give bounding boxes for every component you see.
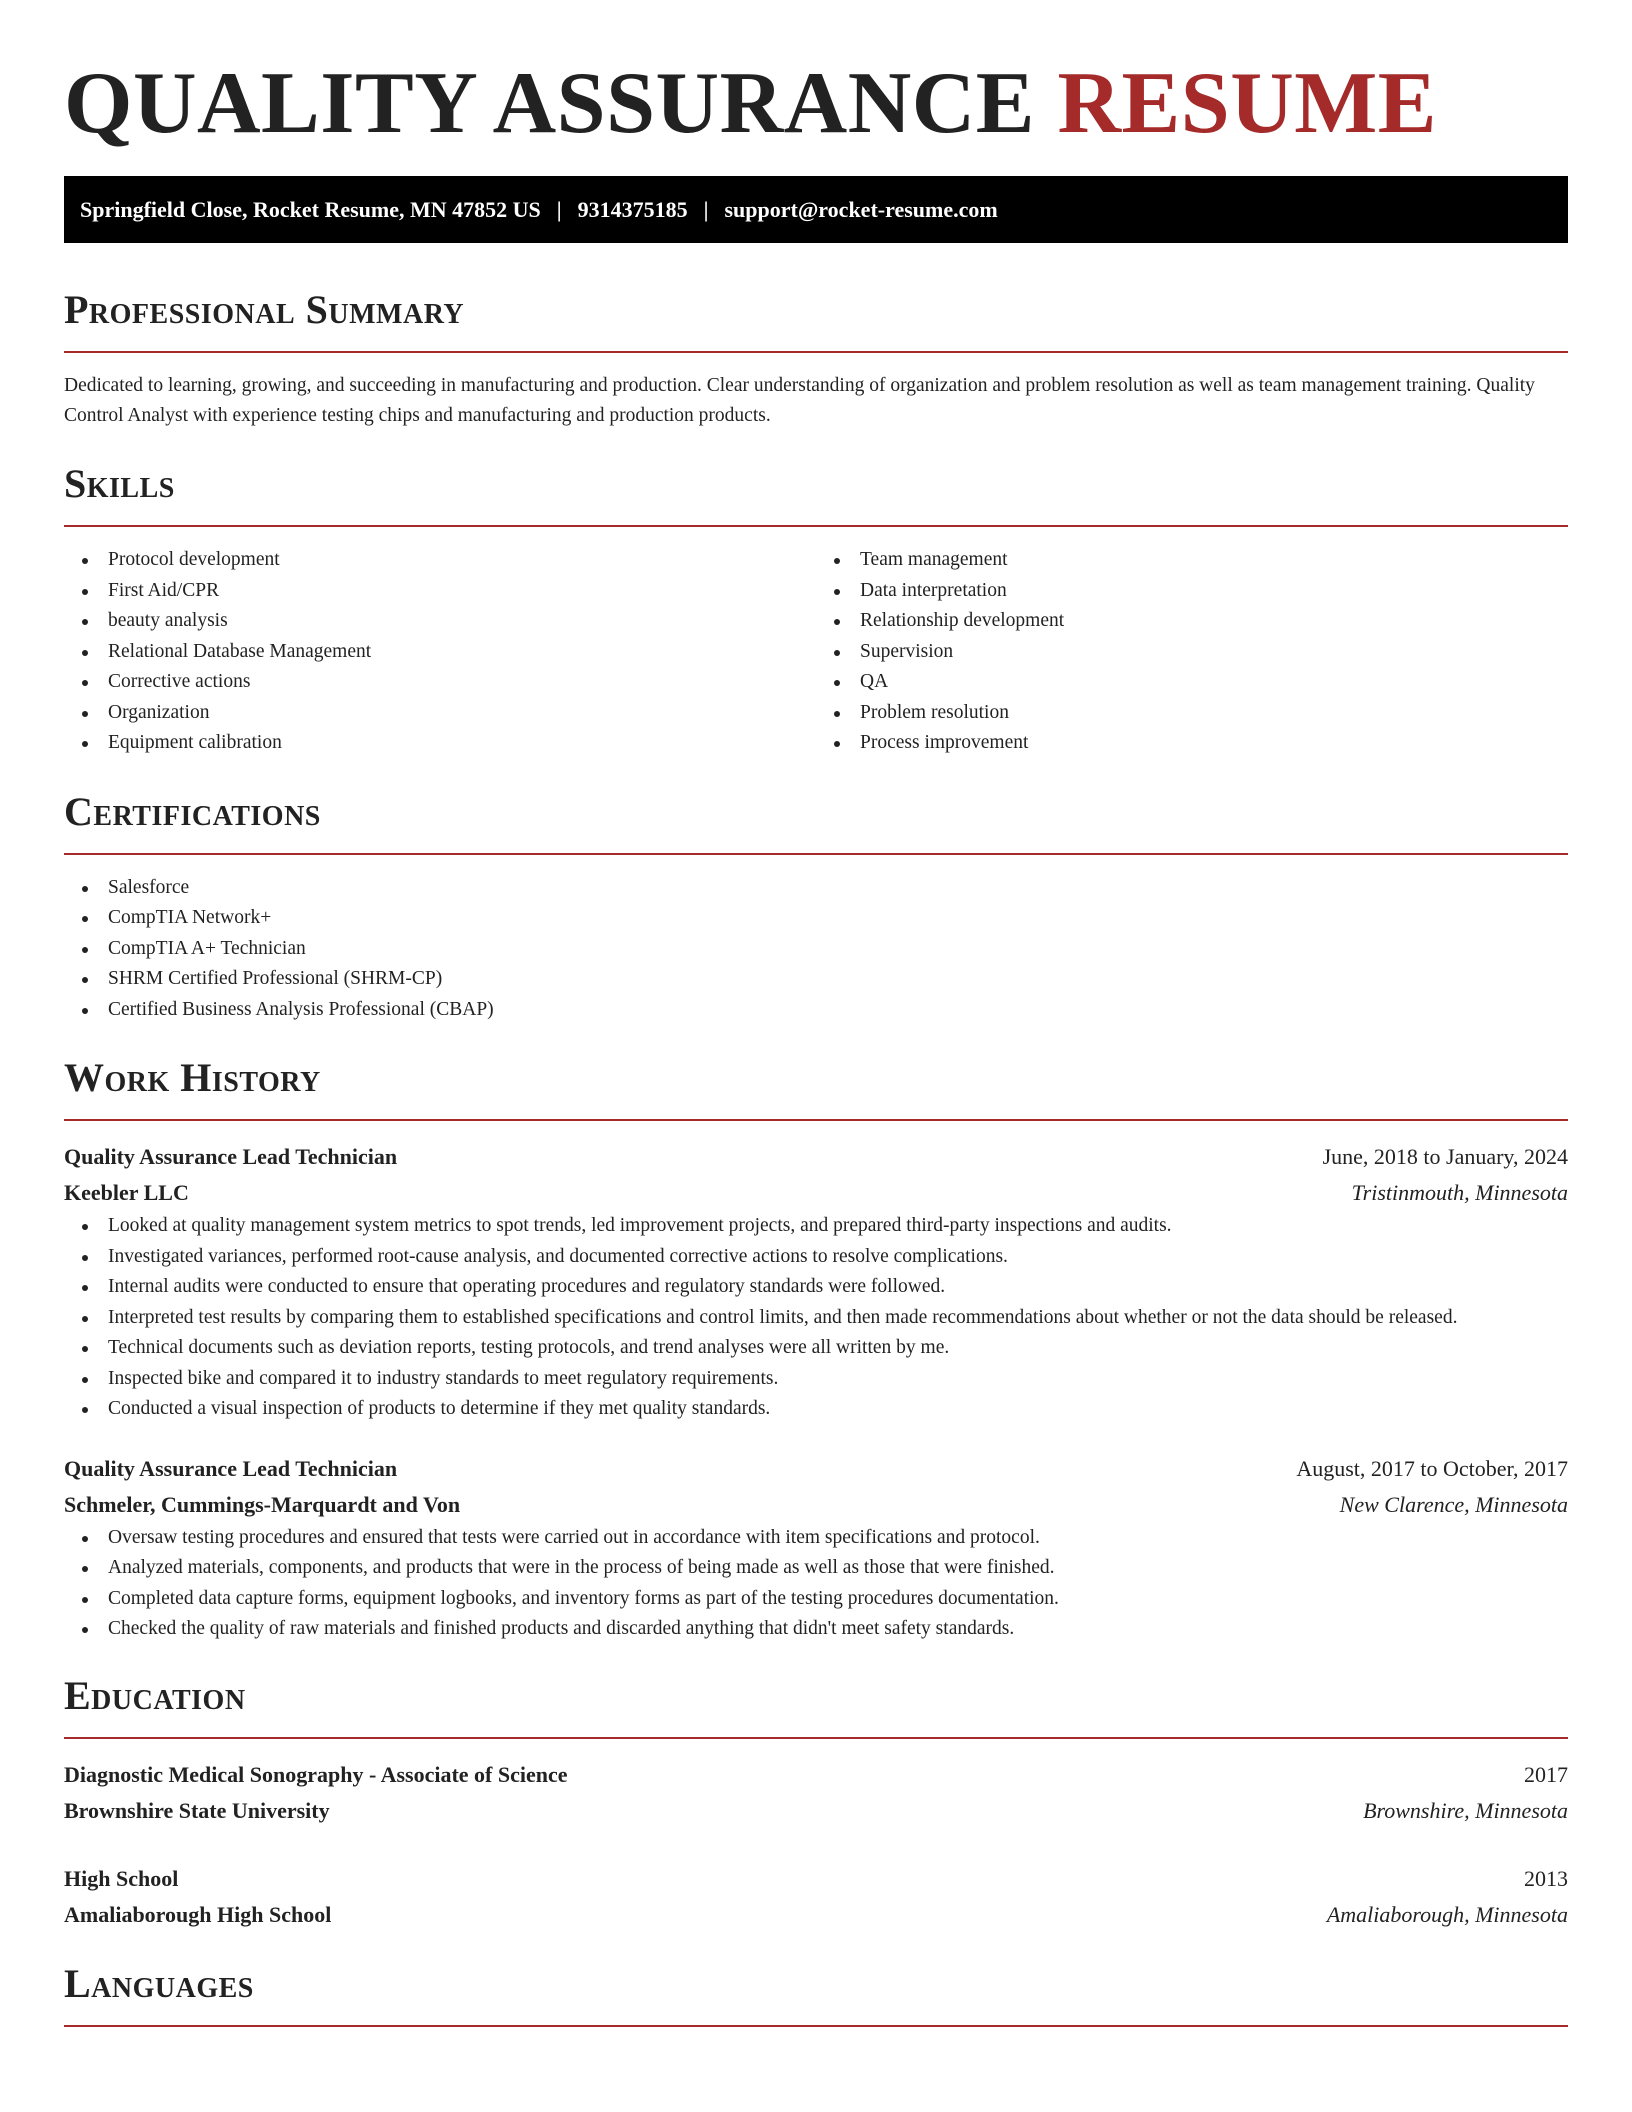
education-degree: Diagnostic Medical Sonography - Associate of Science [64,1761,568,1787]
certification-item: CompTIA A+ Technician [64,934,1568,965]
skill-item: Problem resolution [816,698,1568,729]
skill-item: beauty analysis [64,606,816,637]
job-bullet: Completed data capture forms, equipment logbooks, and inventory forms as part of the testing procedures documentation. [64,1584,1568,1615]
skill-item: Organization [64,698,816,729]
section-title-summary: Professional Summary [64,287,465,332]
education-header-row [64,1861,1568,1897]
section-divider [64,525,1568,527]
job-company: Keebler LLC [64,1180,189,1205]
job-location: Tristinmouth, Minnesota [1351,1180,1568,1205]
skill-item: QA [816,667,1568,698]
section-divider [64,351,1568,353]
skill-item: Equipment calibration [64,728,816,759]
section-title-skills: Skills [64,461,175,506]
education-year: 2013 [1524,1865,1568,1891]
contact-email: support@rocket-resume.com [724,196,998,222]
section-title-work-history: Work History [64,1055,321,1100]
section-divider [64,2025,1568,2027]
job-company-row [64,1175,1568,1211]
job-header-row [64,1139,1568,1175]
resume-title [64,56,1568,152]
skill-item: Supervision [816,637,1568,668]
job-bullets [64,1211,1568,1425]
certification-item: Certified Business Analysis Professional (CBAP) [64,995,1568,1026]
job-bullet: Internal audits were conducted to ensure that operating procedures and regulatory standards were followed. [64,1272,1568,1303]
skill-item: Data interpretation [816,576,1568,607]
contact-bar [64,176,1568,243]
job-bullet: Oversaw testing procedures and ensured that tests were carried out in accordance with item specifications and protocol. [64,1523,1568,1554]
skill-item: Team management [816,545,1568,576]
job-bullet: Technical documents such as deviation reports, testing protocols, and trend analyses were all written by me. [64,1333,1568,1364]
summary-section [64,285,1568,431]
education-degree: High School [64,1865,179,1891]
job-company: Schmeler, Cummings-Marquardt and Von [64,1491,461,1517]
certification-item: SHRM Certified Professional (SHRM-CP) [64,964,1568,995]
section-divider [64,853,1568,855]
education-location: Amaliaborough, Minnesota [1326,1901,1568,1927]
skills-list-left [64,545,816,759]
contact-separator: | [556,196,562,222]
education-school-row [64,1793,1568,1829]
contact-phone: 9314375185 [577,196,688,222]
skill-item: Corrective actions [64,667,816,698]
job-bullet: Checked the quality of raw materials and finished products and discarded anything that didn't meet safety standards. [64,1614,1568,1645]
skill-item: Process improvement [816,728,1568,759]
job-bullet: Analyzed materials, components, and products that were in the process of being made as well as those that were finished. [64,1553,1568,1584]
job-dates: August, 2017 to October, 2017 [1296,1455,1568,1481]
title-main: QUALITY ASSURANCE [64,55,1035,152]
job-location: New Clarence, Minnesota [1339,1491,1568,1517]
job-bullet: Inspected bike and compared it to industry standards to meet regulatory requirements. [64,1364,1568,1395]
education-school: Brownshire State University [64,1797,330,1823]
skill-item: Protocol development [64,545,816,576]
education-school: Amaliaborough High School [64,1901,332,1927]
education-entry [64,1757,1568,1829]
section-title-languages: Languages [64,1960,254,2006]
contact-address: Springfield Close, Rocket Resume, MN 47852 US [80,196,541,222]
certification-item: CompTIA Network+ [64,903,1568,934]
section-divider [64,1737,1568,1739]
summary-text: Dedicated to learning, growing, and succeeding in manufacturing and production. Clear understanding of organization and problem resolution as well as team management training. Quality Control Analyst with experience testing chips and manufacturing and production products. [64,375,1535,426]
certifications-list [64,873,1568,1026]
job-company-row [64,1487,1568,1523]
education-year: 2017 [1524,1761,1568,1787]
job-bullet: Conducted a visual inspection of products to determine if they met quality standards. [64,1394,1568,1425]
title-accent: RESUME [1057,55,1437,152]
certification-item: Salesforce [64,873,1568,904]
skills-section [64,459,1568,759]
education-entry [64,1861,1568,1933]
job-position: Quality Assurance Lead Technician [64,1144,398,1169]
job-entry [64,1139,1568,1425]
education-location: Brownshire, Minnesota [1363,1797,1568,1823]
section-divider [64,1119,1568,1121]
job-bullet: Interpreted test results by comparing them to established specifications and control limits, and then made recommendations about whether or not the data should be released. [64,1303,1568,1334]
job-bullets [64,1523,1568,1645]
skills-list-right [816,545,1568,759]
skill-item: Relationship development [816,606,1568,637]
job-bullet: Looked at quality management system metrics to spot trends, led improvement projects, and prepared third-party inspections and audits. [64,1211,1568,1242]
work-history-section [64,1053,1568,1645]
section-title-certifications: Certifications [64,788,321,834]
education-section [64,1671,1568,1933]
education-school-row [64,1897,1568,1933]
education-header-row [64,1757,1568,1793]
skill-item: Relational Database Management [64,637,816,668]
languages-section [64,1959,1568,2027]
job-entry [64,1451,1568,1645]
job-position: Quality Assurance Lead Technician [64,1455,398,1481]
job-dates: June, 2018 to January, 2024 [1322,1144,1568,1169]
job-header-row [64,1451,1568,1487]
certifications-section [64,787,1568,1026]
job-bullet: Investigated variances, performed root-cause analysis, and documented corrective actions to resolve complications. [64,1242,1568,1273]
contact-separator: | [703,196,709,222]
skills-columns [64,545,1568,759]
section-title-education: Education [64,1672,246,1718]
skill-item: First Aid/CPR [64,576,816,607]
